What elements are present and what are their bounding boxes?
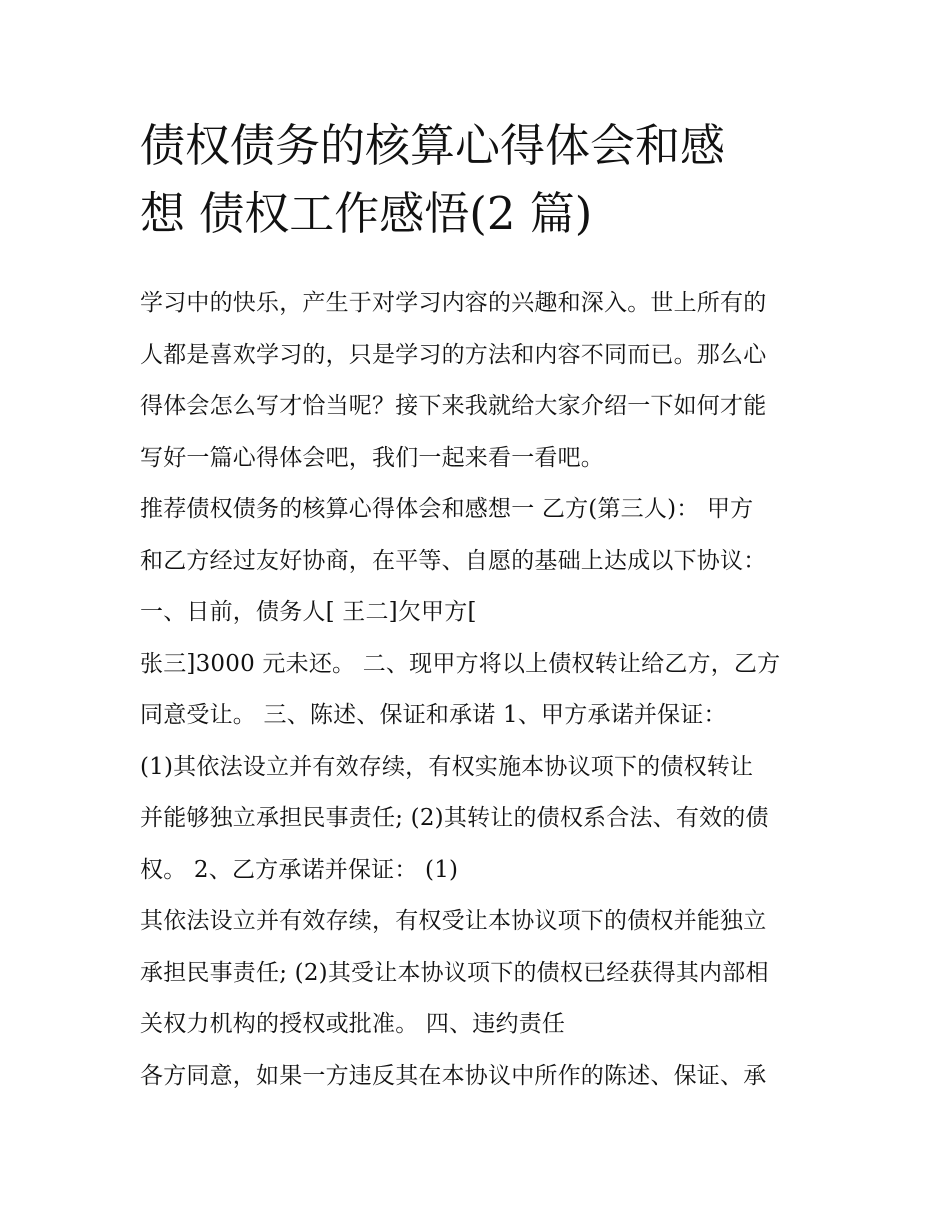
body-line: 其依法设立并有效存续，有权受让本协议项下的债权并能独立 xyxy=(140,908,767,934)
body-line: 学习中的快乐，产生于对学习内容的兴趣和深入。世上所有的 xyxy=(140,290,767,316)
title-line-2: 想 债权工作感悟(2 篇) xyxy=(140,187,593,240)
body-line: 承担民事责任; (2)其受让本协议项下的债权已经获得其内部相 xyxy=(140,959,769,986)
body-line: 一、日前，债务人[ 王二]欠甲方[ xyxy=(140,599,477,625)
body-line: 权。 2、乙方承诺并保证： (1) xyxy=(140,856,459,883)
body-line: 写好一篇心得体会吧，我们一起来看一看吧。 xyxy=(140,444,604,471)
body-line: 关权力机构的授权或批准。 四、违约责任 xyxy=(140,1011,566,1037)
body-line: 各方同意，如果一方违反其在本协议中所作的陈述、保证、承 xyxy=(140,1062,767,1089)
body-line: 张三]3000 元未还。 二、现甲方将以上债权转让给乙方，乙方 xyxy=(140,650,781,677)
title-line-1: 债权债务的核算心得体会和感 xyxy=(140,119,726,172)
body-line: 得体会怎么写才恰当呢？接下来我就给大家介绍一下如何才能 xyxy=(140,393,767,419)
body-line: 推荐债权债务的核算心得体会和感想一 乙方(第三人)： 甲方 xyxy=(140,496,754,522)
body-line: 同意受让。 三、陈述、保证和承诺 1、甲方承诺并保证： xyxy=(140,702,727,728)
body-line: 人都是喜欢学习的，只是学习的方法和内容不同而已。那么心 xyxy=(140,341,767,368)
document-title xyxy=(140,112,820,248)
body-line: 和乙方经过友好协商，在平等、自愿的基础上达成以下协议： xyxy=(140,547,767,574)
document-body xyxy=(140,278,830,1102)
body-line: 并能够独立承担民事责任; (2)其转让的债权系合法、有效的债 xyxy=(140,805,769,831)
body-line: (1)其依法设立并有效存续，有权实施本协议项下的债权转让 xyxy=(140,753,754,780)
